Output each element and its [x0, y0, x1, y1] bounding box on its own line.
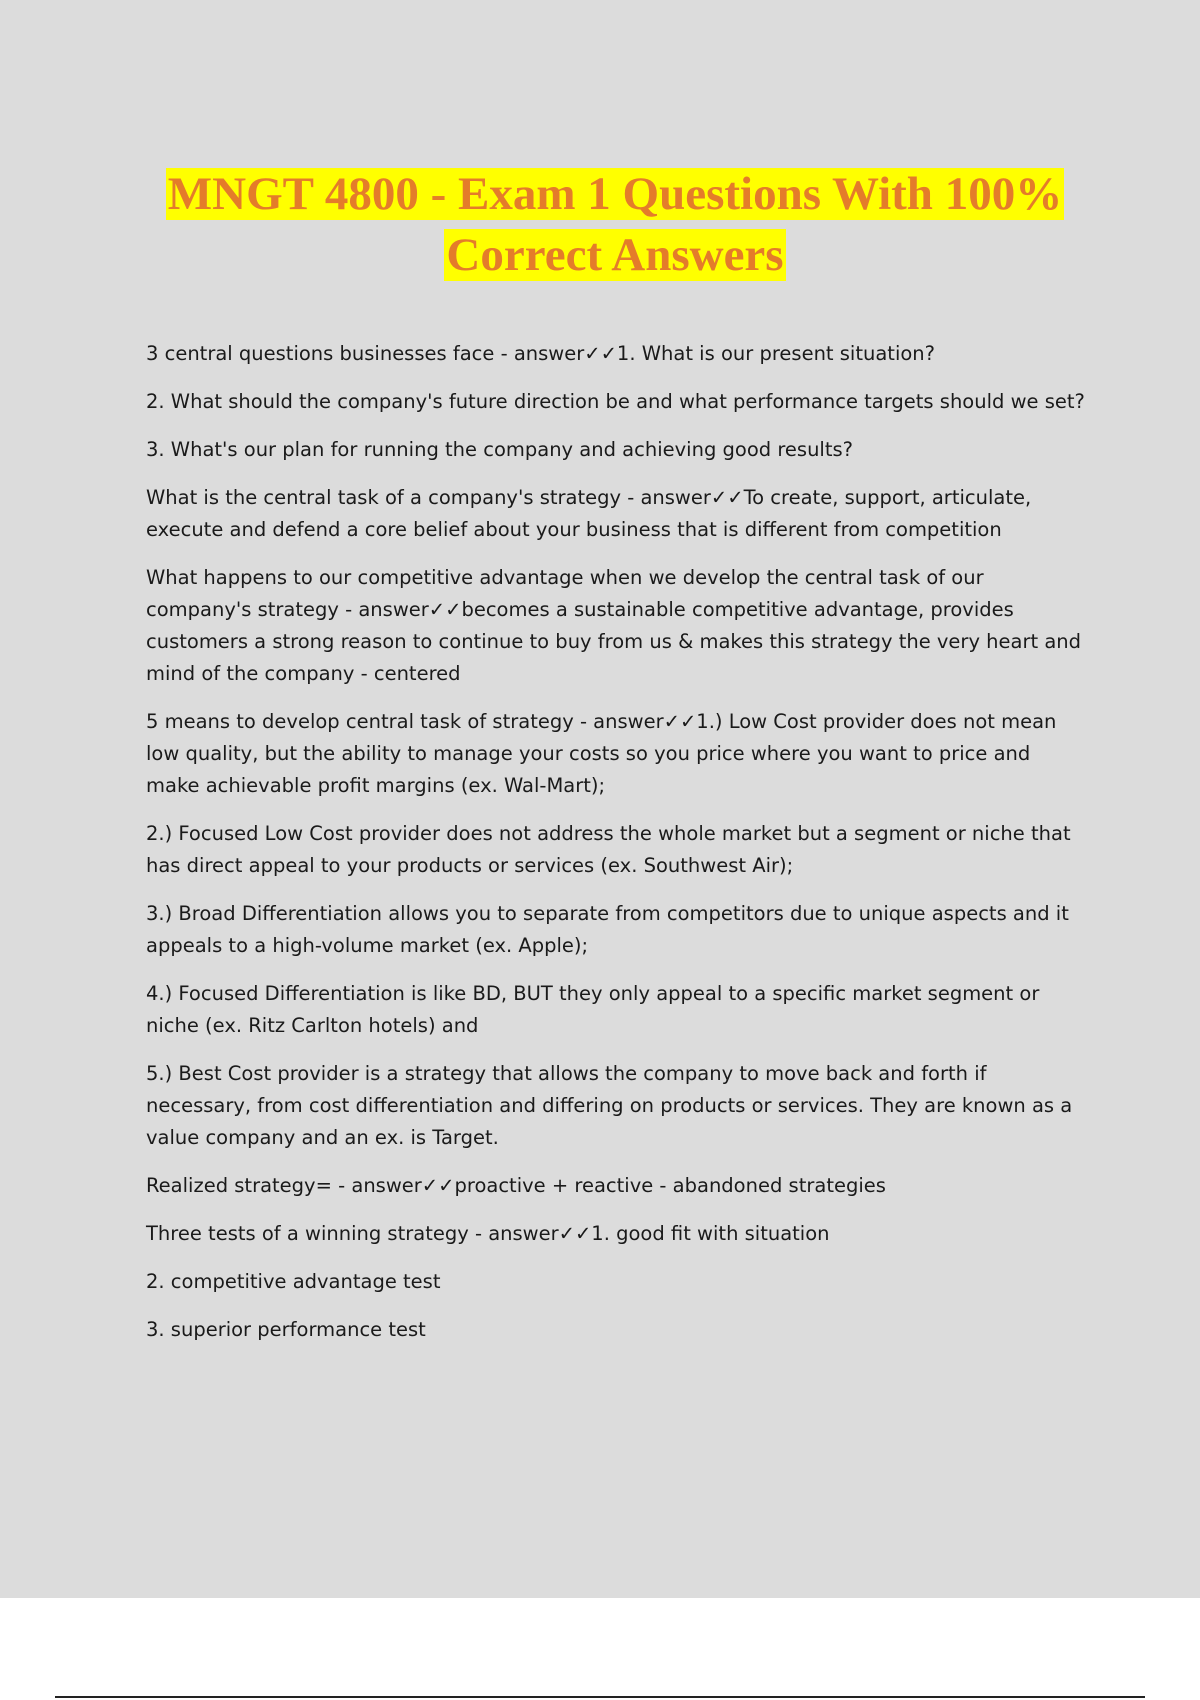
paragraph: 3.) Broad Differentiation allows you to separate from competitors due to unique aspects and it appeals to a high-volume market (ex. Apple);	[146, 902, 1069, 957]
paragraph: Three tests of a winning strategy - answer✓✓1. good fit with situation	[146, 1222, 830, 1245]
paragraph: 5.) Best Cost provider is a strategy that allows the company to move back and forth if necessary, from cost differentiation and differing on products or services. They are known as a value company and an ex. is Target.	[146, 1062, 1073, 1149]
paragraph: What happens to our competitive advantage when we develop the central task of our company's strategy - answer✓✓becomes a sustainable competitive advantage, provides customers a strong reason to continue to buy from us & makes this strategy the very heart and mind of the company - centered	[146, 566, 1082, 685]
document-body	[146, 338, 1086, 1362]
paragraph: 2.) Focused Low Cost provider does not address the whole market but a segment or niche that has direct appeal to your products or services (ex. Southwest Air);	[146, 822, 1071, 877]
paragraph: 3 central questions businesses face - answer✓✓1. What is our present situation?	[146, 342, 936, 365]
paragraph: 5 means to develop central task of strategy - answer✓✓1.) Low Cost provider does not mean low quality, but the ability to manage your costs so you price where you want to price and make achievable profit margins (ex. Wal-Mart);	[146, 710, 1057, 797]
document-title: MNGT 4800 - Exam 1 Questions With 100% Correct Answers	[167, 168, 1063, 281]
paragraph: 3. superior performance test	[146, 1318, 426, 1341]
title-block	[120, 164, 1110, 286]
paragraph: 2. What should the company's future direction be and what performance targets should we set?	[146, 390, 1085, 413]
paragraph: 4.) Focused Differentiation is like BD, BUT they only appeal to a specific market segment or niche (ex. Ritz Carlton hotels) and	[146, 982, 1040, 1037]
footer-divider	[55, 1696, 1145, 1698]
paragraph: What is the central task of a company's strategy - answer✓✓To create, support, articulate, execute and defend a core belief about your business that is different from competition	[146, 486, 1032, 541]
paragraph: 2. competitive advantage test	[146, 1270, 441, 1293]
paragraph: Realized strategy= - answer✓✓proactive + reactive - abandoned strategies	[146, 1174, 886, 1197]
paragraph: 3. What's our plan for running the company and achieving good results?	[146, 438, 854, 461]
